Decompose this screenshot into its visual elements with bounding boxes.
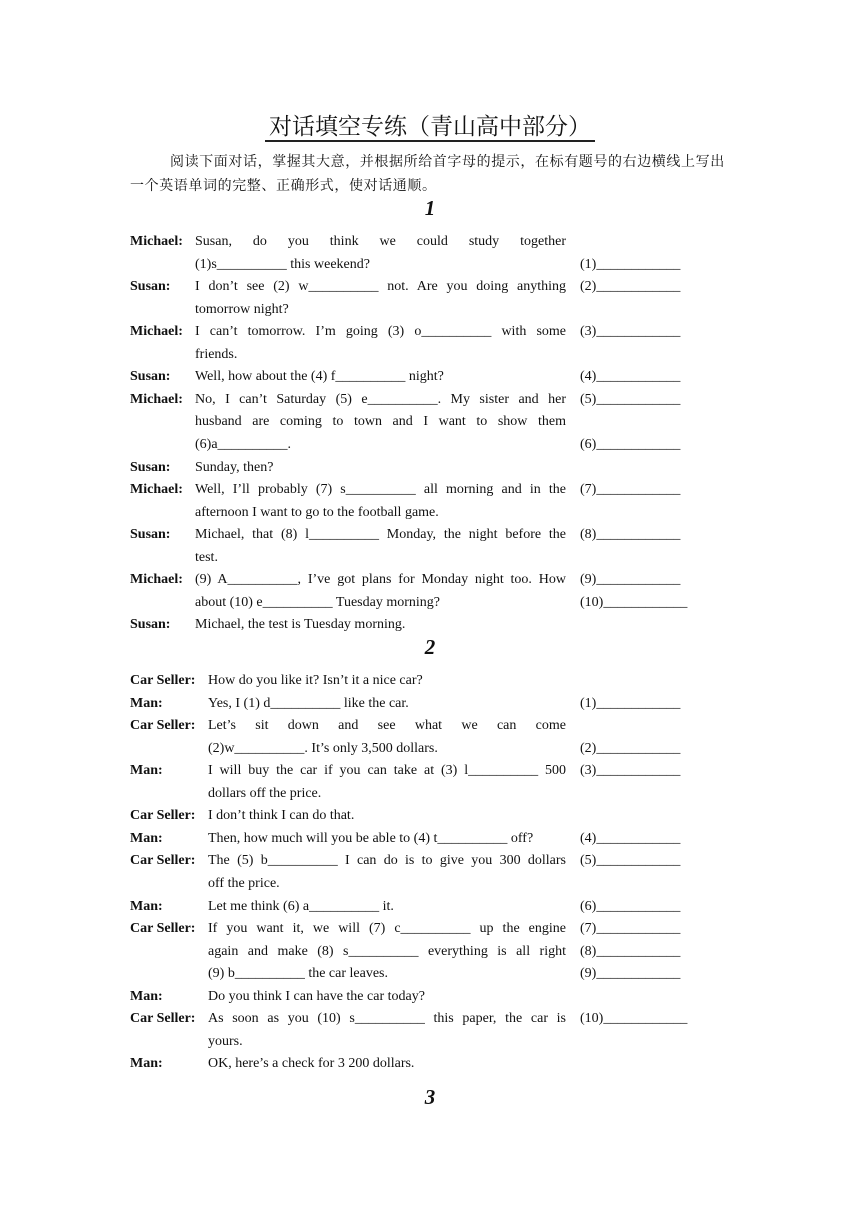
speaker-label: Susan:: [130, 369, 171, 385]
dialogue-text: again and make (8) s__________ everything is all right: [208, 943, 566, 959]
speaker-label: Car Seller:: [130, 1011, 196, 1027]
dialogue-text: about (10) e__________ Tuesday morning?: [195, 594, 440, 610]
speaker-label: Michael:: [130, 482, 183, 498]
dialogue-row: [0, 614, 860, 636]
dialogue-text: The (5) b__________ I can do is to give you 300 dollars: [208, 853, 566, 869]
dialogue-text: How do you like it? Isn’t it a nice car?: [208, 673, 423, 688]
dialogue-row: [0, 276, 860, 298]
speaker-label: Susan:: [130, 459, 171, 475]
dialogue-text: friends.: [195, 346, 238, 362]
dialogue-text: Michael, that (8) l__________ Monday, the night before the: [195, 527, 566, 543]
answer-line[interactable]: (9)____________: [580, 966, 681, 982]
dialogue-row: [0, 592, 860, 614]
answer-line[interactable]: (9)____________: [580, 572, 681, 588]
answer-line[interactable]: (4)____________: [580, 830, 681, 846]
section-number: 1: [424, 196, 436, 220]
dialogue-row: [0, 344, 860, 366]
dialogue-text: off the price.: [208, 875, 280, 891]
speaker-label: Man:: [130, 1056, 163, 1072]
dialogue-row: [0, 254, 860, 276]
dialogue-text: (2)w__________. It’s only 3,500 dollars.: [208, 740, 438, 756]
speaker-label: Man:: [130, 988, 163, 1004]
speaker-label: Car Seller:: [130, 673, 196, 688]
dialogue-text: Sunday, then?: [195, 459, 274, 475]
dialogue-text: tomorrow night?: [195, 301, 289, 317]
dialogue-text: dollars off the price.: [208, 785, 322, 801]
dialogue-text: I don’t think I can do that.: [208, 808, 355, 824]
page-title-text: 对话填空专练（青山高中部分）: [265, 114, 595, 142]
dialogue-row: [0, 231, 860, 253]
speaker-label: Susan:: [130, 617, 171, 633]
answer-line[interactable]: (2)____________: [580, 740, 681, 756]
dialogue-row: [0, 569, 860, 591]
speaker-label: Car Seller:: [130, 808, 196, 824]
dialogue-text: (9) b__________ the car leaves.: [208, 966, 388, 982]
dialogue-text: I don’t see (2) w__________ not. Are you doing anything: [195, 279, 566, 295]
dialogue-text: No, I can’t Saturday (5) e__________. My sister and her: [195, 391, 566, 407]
answer-line[interactable]: (3)____________: [580, 763, 681, 779]
answer-line[interactable]: (7)____________: [580, 482, 681, 498]
dialogue-text: Then, how much will you be able to (4) t__________ off?: [208, 830, 534, 846]
speaker-label: Susan:: [130, 527, 171, 543]
speaker-label: Man:: [130, 830, 163, 846]
answer-line[interactable]: (8)____________: [580, 527, 681, 543]
page-title: [0, 112, 860, 142]
speaker-label: Michael:: [130, 234, 183, 249]
dialogue-row: [0, 986, 860, 1008]
section-number: 3: [424, 1085, 436, 1109]
dialogue-text: Michael, the test is Tuesday morning.: [195, 617, 406, 633]
dialogue-row: [0, 693, 860, 715]
dialogue-row: [0, 850, 860, 872]
answer-line[interactable]: (7)____________: [580, 921, 681, 937]
dialogue-row: [0, 783, 860, 805]
dialogue-row: [0, 1008, 860, 1030]
section-number: 2: [424, 635, 436, 659]
answer-line[interactable]: (5)____________: [580, 853, 681, 869]
dialogue-text: afternoon I want to go to the football game.: [195, 504, 439, 520]
dialogue-text: Let’s sit down and see what we can come: [208, 718, 566, 734]
dialogue-text: Do you think I can have the car today?: [208, 988, 425, 1004]
instructions: 阅读下面对话，掌握其大意，并根据所给首字母的提示，在标有题号的右边横线上写出一个英语单词的完整、正确形式，使对话通顺。: [130, 154, 725, 194]
dialogue-row: [0, 524, 860, 546]
dialogue-row: [0, 299, 860, 321]
dialogue-text: Susan, do you think we could study together: [195, 234, 566, 249]
speaker-label: Car Seller:: [130, 921, 196, 937]
dialogue-text: If you want it, we will (7) c__________ up the engine: [208, 921, 566, 937]
speaker-label: Susan:: [130, 279, 171, 295]
dialogue-row: [0, 434, 860, 456]
speaker-label: Car Seller:: [130, 853, 196, 869]
answer-line[interactable]: (6)____________: [580, 436, 681, 452]
dialogue-row: [0, 828, 860, 850]
answer-line[interactable]: (8)____________: [580, 943, 681, 959]
dialogue-row: [0, 873, 860, 895]
answer-line[interactable]: (6)____________: [580, 898, 681, 914]
answer-line[interactable]: (2)____________: [580, 279, 681, 295]
speaker-label: Car Seller:: [130, 718, 196, 734]
dialogue-text: (6)a__________.: [195, 436, 292, 452]
dialogue-text: husband are coming to town and I want to show them: [195, 414, 566, 430]
answer-line[interactable]: (5)____________: [580, 391, 681, 407]
dialogue-row: [0, 760, 860, 782]
dialogue-text: Well, how about the (4) f__________ night?: [195, 369, 444, 385]
answer-line[interactable]: (10)____________: [580, 594, 688, 610]
dialogue-row: [0, 321, 860, 343]
dialogue-row: [0, 479, 860, 501]
speaker-label: Man:: [130, 898, 163, 914]
dialogue-row: [0, 963, 860, 985]
dialogue-row: [0, 547, 860, 569]
dialogue-text: (1)s__________ this weekend?: [195, 256, 370, 272]
dialogue-text: Well, I’ll probably (7) s__________ all morning and in the: [195, 482, 566, 498]
answer-line[interactable]: (10)____________: [580, 1011, 688, 1027]
dialogue-text: Let me think (6) a__________ it.: [208, 898, 394, 914]
dialogue-row: [0, 1053, 860, 1075]
answer-line[interactable]: (1)____________: [580, 695, 681, 711]
dialogue-row: [0, 670, 860, 692]
answer-line[interactable]: (4)____________: [580, 369, 681, 385]
speaker-label: Man:: [130, 763, 163, 779]
dialogue-row: [0, 366, 860, 388]
speaker-label: Michael:: [130, 572, 183, 588]
dialogue-text: I can’t tomorrow. I’m going (3) o__________ with some: [195, 324, 566, 340]
dialogue-row: [0, 896, 860, 918]
speaker-label: Michael:: [130, 324, 183, 340]
dialogue-text: yours.: [208, 1033, 243, 1049]
dialogue-row: [0, 715, 860, 737]
speaker-label: Michael:: [130, 391, 183, 407]
dialogue-row: [0, 457, 860, 479]
dialogue-row: [0, 941, 860, 963]
dialogue-text: I will buy the car if you can take at (3) l__________ 500: [208, 763, 566, 779]
dialogue-row: [0, 411, 860, 433]
dialogue-row: [0, 805, 860, 827]
speaker-label: Man:: [130, 695, 163, 711]
answer-line[interactable]: (3)____________: [580, 324, 681, 340]
dialogue-row: [0, 1031, 860, 1053]
dialogue-row: [0, 738, 860, 760]
answer-line[interactable]: (1)____________: [580, 256, 681, 272]
dialogue-text: As soon as you (10) s__________ this paper, the car is: [208, 1011, 566, 1027]
dialogue-text: (9) A__________, I’ve got plans for Monday night too. How: [195, 572, 566, 588]
dialogue-row: [0, 502, 860, 524]
dialogue-text: Yes, I (1) d__________ like the car.: [208, 695, 409, 711]
dialogue-row: [0, 389, 860, 411]
dialogue-text: test.: [195, 549, 218, 565]
dialogue-row: [0, 918, 860, 940]
dialogue-text: OK, here’s a check for 3 200 dollars.: [208, 1056, 415, 1072]
